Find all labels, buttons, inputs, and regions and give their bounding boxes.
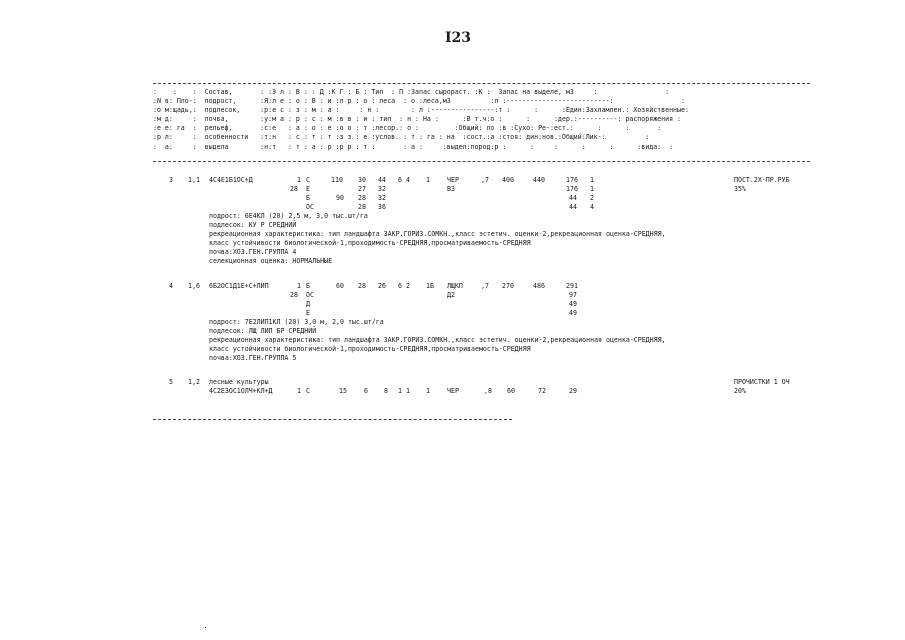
header-bottom-rule — [153, 161, 810, 162]
height: 27 — [358, 185, 366, 193]
composition-formula: 6Б2ОС1Д1Е+С+ЛИП — [209, 282, 269, 290]
scan-speck — [205, 627, 206, 628]
stock-by-species: 49 — [569, 309, 577, 317]
record-number: 5 — [169, 378, 173, 386]
extra-value: 2 — [590, 194, 594, 202]
note-line: класс устойчивости биологической-1,проходимость-СРЕДНЯЯ,просматриваемость-СРЕДНЯЯ — [209, 239, 531, 247]
note-line: селекционная оценка: НОРМАЛЬНЫЕ — [209, 257, 333, 265]
height: 28 — [358, 282, 366, 290]
note-line: почва:ХОЗ.ГЕН.ГРУППА 4 — [209, 248, 297, 256]
bonitet: 6 4 — [398, 176, 410, 184]
extra-value: 4 — [590, 203, 594, 211]
diameter: 32 — [378, 185, 386, 193]
header-line: : : : Состав, : :Э л : В : : Д :К Г : Б : Тип : П :Запас сырораст. :К : Запас на выделе, м3 : : — [153, 88, 670, 96]
species: С — [306, 176, 310, 184]
stock-by-species: 44 — [569, 194, 577, 202]
forest-type: ВЗ — [447, 185, 455, 193]
forest-type: Д2 — [447, 291, 455, 299]
stock-per-ha: 400 — [502, 176, 514, 184]
age: 110 — [331, 176, 343, 184]
diameter: 36 — [378, 203, 386, 211]
note-line: подлесок: ЛЩ ЛИП БР СРЕДНИЙ — [209, 327, 317, 335]
species: ОС — [306, 203, 314, 211]
species: ОС — [306, 291, 314, 299]
stock-per-ha: 60 — [507, 387, 515, 395]
quality: 1 — [426, 387, 430, 395]
height: 28 — [358, 203, 366, 211]
management-percent: 20% — [734, 387, 746, 395]
diameter: 26 — [378, 282, 386, 290]
record-area: 1,1 — [188, 176, 200, 184]
record-area: 1,2 — [188, 378, 200, 386]
composition-formula: 4С2Е3ОС1ОЛЧ+КЛ+Д — [209, 387, 273, 395]
note-line: почва:ХОЗ.ГЕН.ГРУППА 5 — [209, 354, 297, 362]
stock-by-species: 44 — [569, 203, 577, 211]
fullness: ,7 — [481, 282, 489, 290]
species: Б — [306, 282, 310, 290]
stock-by-species: 49 — [569, 300, 577, 308]
height: 30 — [358, 176, 366, 184]
age: 15 — [339, 387, 347, 395]
diameter: 8 — [384, 387, 388, 395]
table-header — [153, 88, 689, 152]
header-line: :о м:щадь,: подлесок, :р:е с : з : м : а : : н : : л :----------------:т : : :Един:Захламлен.: Хозяйственные: — [153, 106, 689, 115]
note-line: подлесок: КУ Р СРЕДНИЙ — [209, 221, 297, 229]
management-percent: 35% — [734, 185, 746, 193]
management-action: ПОСТ.2Х-ПР.РУБ — [734, 176, 790, 184]
stock-per-ha: 270 — [502, 282, 514, 290]
forest-type: ЧЕР — [447, 387, 459, 395]
stock-by-species: 176 — [566, 185, 578, 193]
record-label: лесные культуры — [209, 378, 269, 386]
height: 28 — [358, 194, 366, 202]
stock-by-species: 176 — [566, 176, 578, 184]
stock-by-species: 97 — [569, 291, 577, 299]
species: Е — [306, 309, 310, 317]
forest-type: ЧЕР — [447, 176, 459, 184]
bonitet: 1 1 — [398, 387, 410, 395]
header-line: : а: : выдела :н:т : т : а : р :р р : т : : а : :выдел:пород:р : : : : : :вида: : — [153, 142, 674, 151]
species-left: 1 — [297, 176, 301, 184]
header-line: :е е: га : рельеф, :с:е : а : о : е :о о : т :лесор.: о : :Общий: по :в :Сухо: Ре-:ест.: : : : — [153, 124, 662, 133]
species: Е — [306, 185, 310, 193]
fullness: ,8 — [484, 387, 492, 395]
stock-total: 440 — [533, 176, 545, 184]
stock-total: 486 — [533, 282, 545, 290]
record-number: 4 — [169, 282, 173, 290]
height: 6 — [364, 387, 368, 395]
header-line: :N в: Пло-: подрост, :Я:л е : о : В : и :л р : о : леса : о :леса,м3 :л :--------------------------: : — [153, 97, 685, 106]
header-line: :м д: : почва, :у:м а : р : с : м :в в : и : тип : н : На : :В т.ч:о : : :дер.:----------: распоряжения : — [153, 115, 681, 124]
quality: 1Б — [426, 282, 434, 290]
note-line: подрост: 7Е2ЛИП1КЛ (20) 3,0 м, 2,0 тыс.шт/га — [209, 318, 384, 326]
note-line: рекреационная характеристика: тип ландшафта ЗАКР.ГОРИЗ.СОМКН.,класс эстетич. оценки-2,рекреационная оценка-СРЕДНЯЯ, — [209, 230, 666, 238]
age: 90 — [336, 194, 344, 202]
note-line: рекреационная характеристика: тип ландшафта ЗАКР.ГОРИЗ.СОМКН.,класс эстетич. оценки-2,рекреационная оценка-СРЕДНЯЯ, — [209, 336, 666, 344]
note-line: подрост: 6Е4КЛ (20) 2,5 м, 3,0 тыс.шт/га — [209, 212, 368, 220]
end-rule — [153, 419, 512, 420]
page-number: I23 — [445, 30, 472, 46]
composition-formula: 4С4Е1Б1ОС+Д — [209, 176, 253, 184]
stock-total: 72 — [538, 387, 546, 395]
species-left: 1 — [297, 387, 301, 395]
quality: 1 — [426, 176, 430, 184]
diameter: 32 — [378, 194, 386, 202]
header-line: :р л: : особенности :т:н : с : т : т :з з : е :услов. : т : га : на :сост.:а :стоя: дин:нов.:Общий:Лик-: : — [153, 133, 650, 142]
extra-value: 1 — [590, 176, 594, 184]
species: С — [306, 387, 310, 395]
forest-type: ЛЩКП — [447, 282, 463, 290]
record-area: 1,6 — [188, 282, 200, 290]
age: 60 — [336, 282, 344, 290]
species-left: 1 — [297, 282, 301, 290]
age-class: 28 — [290, 185, 298, 193]
stock-by-species: 29 — [569, 387, 577, 395]
fullness: ,7 — [481, 176, 489, 184]
stock-by-species: 291 — [566, 282, 578, 290]
record-number: 3 — [169, 176, 173, 184]
bonitet: 6 2 — [398, 282, 410, 290]
diameter: 44 — [378, 176, 386, 184]
extra-value: 1 — [590, 185, 594, 193]
management-action: ПРОЧИСТКИ 1 ОЧ — [734, 378, 790, 386]
age-class: 28 — [290, 291, 298, 299]
species: Б — [306, 194, 310, 202]
species: Д — [306, 300, 310, 308]
header-top-rule — [153, 83, 810, 84]
note-line: класс устойчивости биологической-1,проходимость-СРЕДНЯЯ,просматриваемость-СРЕДНЯЯ — [209, 345, 531, 353]
